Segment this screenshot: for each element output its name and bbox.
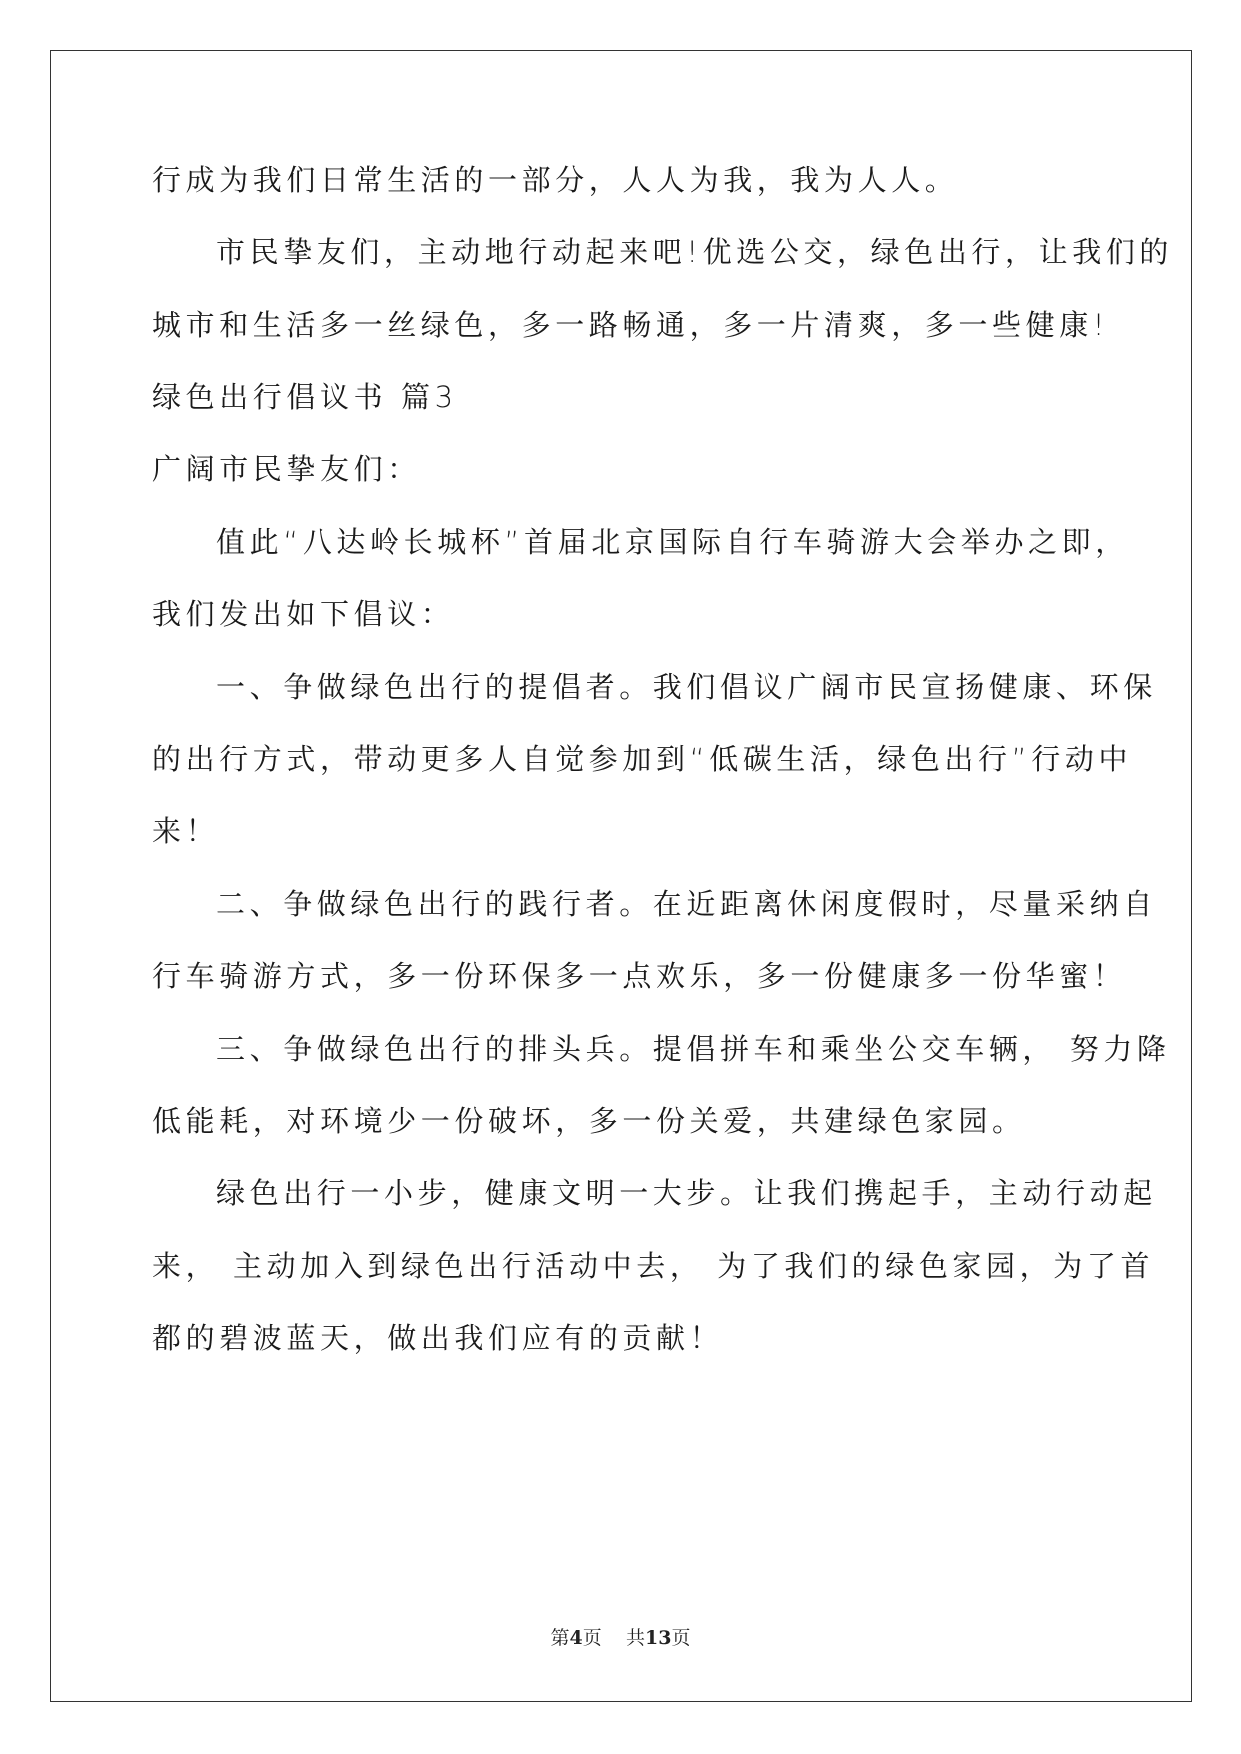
paragraph-line: 的出行方式，带动更多人自觉参加到“低碳生活，绿色出行”行动中 <box>152 742 1133 776</box>
page-number: 4 <box>569 1627 583 1649</box>
paragraph-line: 低能耗，对环境少一份破坏，多一份关爱，共建绿色家园。 <box>152 1104 1026 1138</box>
page-border <box>50 50 1192 1702</box>
page-prefix: 第 <box>550 1627 570 1649</box>
paragraph-line: 都的碧波蓝天，做出我们应有的贡献！ <box>152 1321 724 1355</box>
paragraph-line: 市民挚友们，主动地行动起来吧!优选公交，绿色出行，让我们的 <box>216 235 1174 269</box>
paragraph-line: 三、争做绿色出行的排头兵。提倡拼车和乘坐公交车辆， 努力降 <box>216 1032 1171 1066</box>
paragraph-line: 一、争做绿色出行的提倡者。我们倡议广阔市民宣扬健康、环保 <box>216 670 1157 704</box>
paragraph-line: 行车骑游方式，多一份环保多一点欢乐，多一份健康多一份华蜜！ <box>152 959 1127 993</box>
total-suffix: 页 <box>671 1627 691 1649</box>
paragraph-line: 来！ <box>152 814 220 848</box>
paragraph-line: 二、争做绿色出行的践行者。在近距离休闲度假时，尽量采纳自 <box>216 887 1157 921</box>
page-suffix: 页 <box>582 1627 602 1649</box>
total-prefix: 共 <box>625 1627 645 1649</box>
section-heading: 绿色出行倡议书 篇3 <box>152 380 458 414</box>
paragraph-line: 值此“八达岭长城杯”首届北京国际自行车骑游大会举办之即， <box>216 525 1129 559</box>
salutation: 广阔市民挚友们： <box>152 452 421 486</box>
paragraph-line: 绿色出行一小步，健康文明一大步。让我们携起手，主动行动起 <box>216 1176 1157 1210</box>
paragraph-line: 我们发出如下倡议： <box>152 597 455 631</box>
page-footer <box>0 1626 1241 1650</box>
total-pages: 13 <box>644 1627 672 1649</box>
paragraph-line: 城市和生活多一丝绿色，多一路畅通，多一片清爽，多一些健康! <box>152 308 1110 342</box>
paragraph-line: 来， 主动加入到绿色出行活动中去， 为了我们的绿色家园，为了首 <box>152 1249 1155 1283</box>
paragraph-line: 行成为我们日常生活的一部分，人人为我，我为人人。 <box>152 163 959 197</box>
